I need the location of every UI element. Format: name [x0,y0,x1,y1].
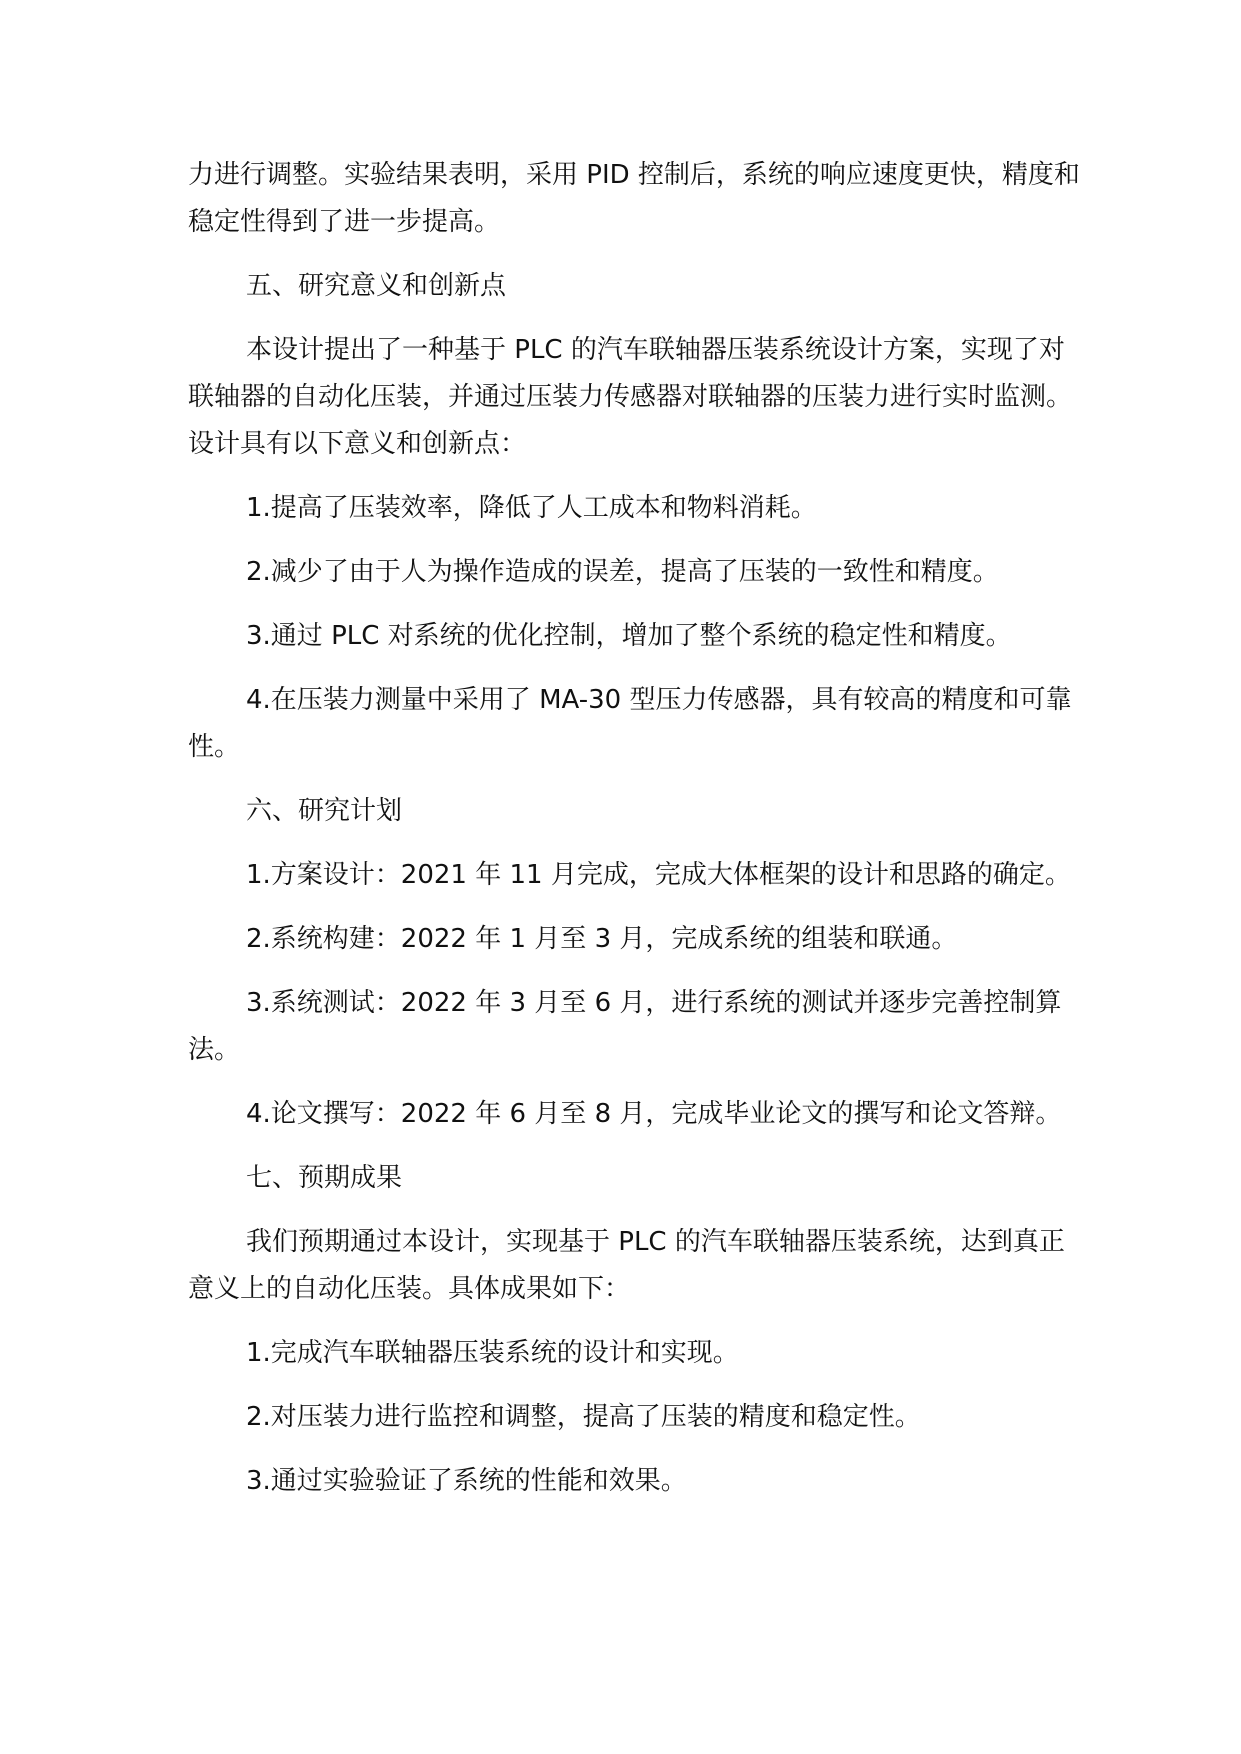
list-item-significance-3: 3.通过 PLC 对系统的优化控制，增加了整个系统的稳定性和精度。 [246,621,1012,651]
list-item-plan-4: 4.论文撰写：2022 年 6 月至 8 月，完成毕业论文的撰写和论文答辩。 [246,1099,1062,1129]
list-item-significance-1: 1.提高了压装效率，降低了人工成本和物料消耗。 [246,493,817,523]
list-item-plan-3: 3.系统测试：2022 年 3 月至 6 月，进行系统的测试并逐步完善控制算法。 [188,988,1062,1065]
paragraph-outcomes-intro: 我们预期通过本设计，实现基于 PLC 的汽车联轴器压装系统，达到真正意义上的自动化压装。具体成果如下： [188,1227,1065,1304]
list-item-plan-2: 2.系统构建：2022 年 1 月至 3 月，完成系统的组装和联通。 [246,924,958,954]
list-item-significance-2: 2.减少了由于人为操作造成的误差，提高了压装的一致性和精度。 [246,557,999,587]
document-body [188,152,1088,1522]
list-item-significance-4: 4.在压装力测量中采用了 MA-30 型压力传感器，具有较高的精度和可靠性。 [188,685,1072,762]
section-heading-plan: 六、研究计划 [246,796,403,826]
paragraph-significance-intro: 本设计提出了一种基于 PLC 的汽车联轴器压装系统设计方案，实现了对联轴器的自动化压装，并通过压装力传感器对联轴器的压装力进行实时监测。设计具有以下意义和创新点： [188,335,1073,459]
section-heading-significance: 五、研究意义和创新点 [246,271,507,301]
list-item-plan-1: 1.方案设计：2021 年 11 月完成，完成大体框架的设计和思路的确定。 [246,860,1071,890]
list-item-outcome-3: 3.通过实验验证了系统的性能和效果。 [246,1466,687,1496]
section-heading-outcomes: 七、预期成果 [246,1163,403,1193]
list-item-outcome-2: 2.对压装力进行监控和调整，提高了压装的精度和稳定性。 [246,1402,921,1432]
paragraph-continuation: 力进行调整。实验结果表明，采用 PID 控制后，系统的响应速度更快，精度和稳定性得到了进一步提高。 [188,160,1080,237]
list-item-outcome-1: 1.完成汽车联轴器压装系统的设计和实现。 [246,1338,739,1368]
